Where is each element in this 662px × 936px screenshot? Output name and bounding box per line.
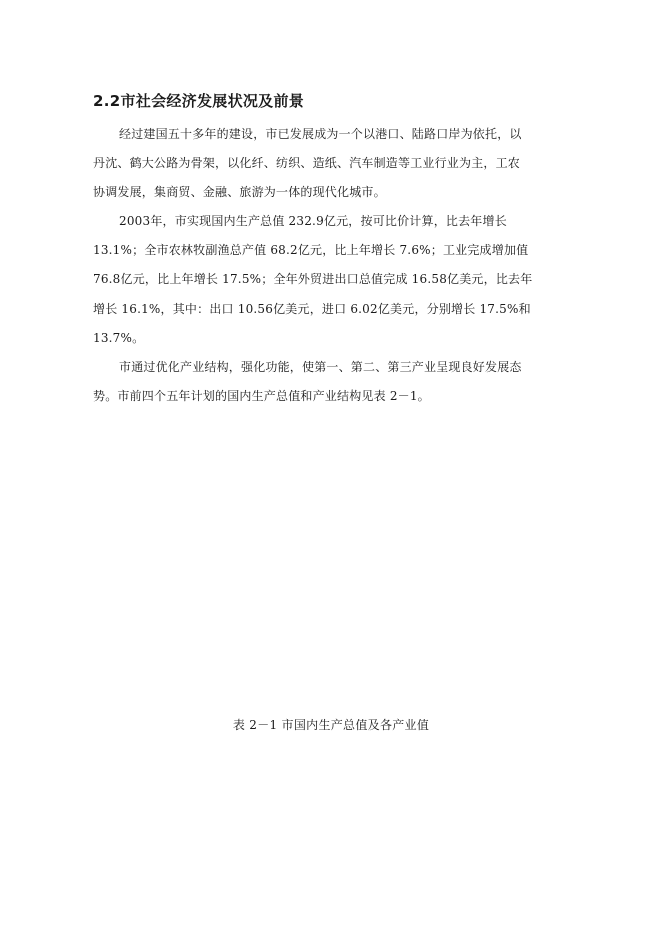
section-heading: 2.2市社会经济发展状况及前景 <box>93 92 305 110</box>
paragraph-1-line-1: 经过建国五十多年的建设，市已发展成为一个以港口、陆路口岸为依托，以 <box>119 127 522 141</box>
paragraph-1-line-2: 丹沈、鹤大公路为骨架，以化纤、纺织、造纸、汽车制造等工业行业为主，工农 <box>93 156 521 170</box>
paragraph-1-line-3: 协调发展，集商贸、金融、旅游为一体的现代化城市。 <box>93 185 386 199</box>
paragraph-2-line-1: 2003年，市实现国内生产总值 232.9亿元，按可比价计算，比去年增长 <box>119 214 507 228</box>
table-caption: 表 2－1 市国内生产总值及各产业值 <box>232 718 430 732</box>
paragraph-3-line-2: 势。市前四个五年计划的国内生产总值和产业结构见表 2－1。 <box>93 389 430 403</box>
paragraph-2-line-3: 76.8亿元，比上年增长 17.5%；全年外贸进出口总值完成 16.58亿美元，比去年 <box>93 272 533 286</box>
paragraph-2-line-2: 13.1%；全市农林牧副渔总产值 68.2亿元，比上年增长 7.6%；工业完成增加值 <box>93 243 529 257</box>
paragraph-2-line-4: 增长 16.1%，其中：出口 10.56亿美元，进口 6.02亿美元，分别增长 17.5%和 <box>93 302 531 316</box>
paragraph-2-line-5: 13.7%。 <box>93 331 145 345</box>
paragraph-3-line-1: 市通过优化产业结构，强化功能，使第一、第二、第三产业呈现良好发展态 <box>119 360 522 374</box>
